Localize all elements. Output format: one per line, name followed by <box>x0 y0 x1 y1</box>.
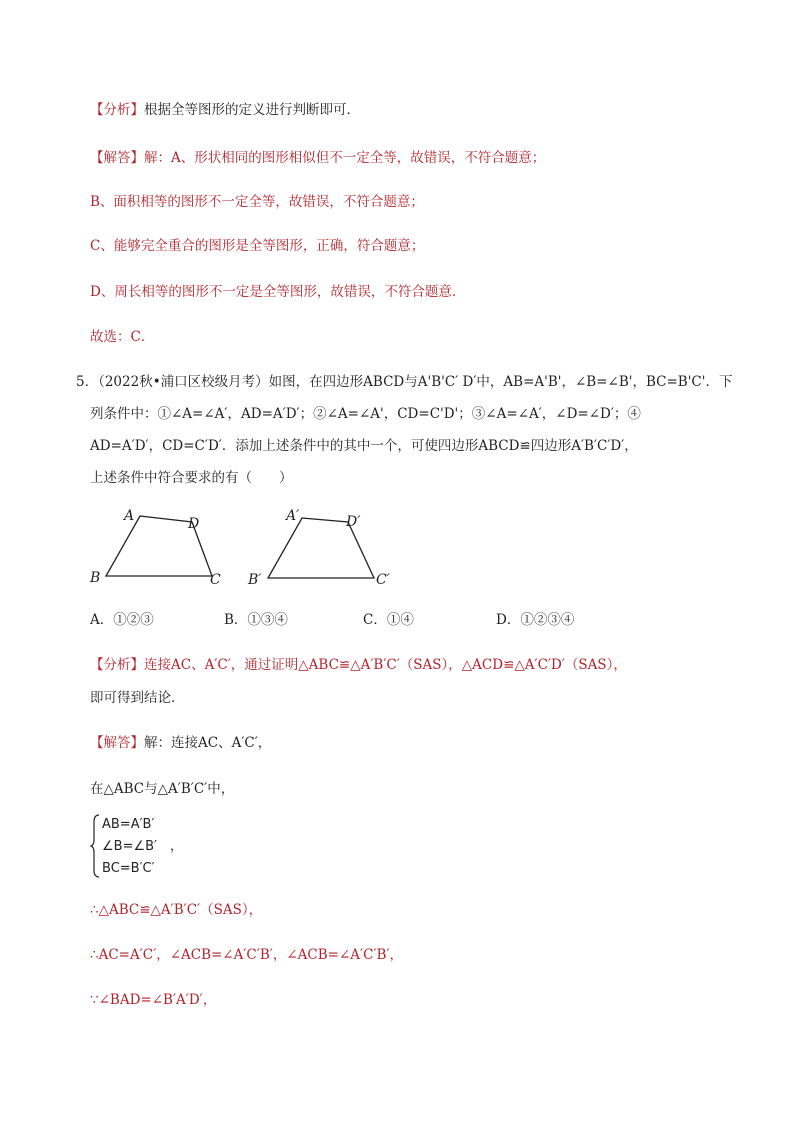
analysis-line-prev <box>90 100 734 120</box>
solution-line-d: D、周长相等的图形不一定是全等图形，故错误，不符合题意． <box>90 284 466 300</box>
label-b: B <box>90 570 101 586</box>
case-row-3: BC=B′C′ <box>102 861 155 876</box>
question-number: 5． <box>76 374 99 390</box>
solution-line-1 <box>90 148 734 168</box>
option-a[interactable]: A．①②③ <box>90 612 154 628</box>
label-d-prime: D′ <box>346 514 361 530</box>
analysis-tag: 【分析】 <box>90 102 144 118</box>
analysis2-text: 连接AC、A′C′，通过证明△ABC≌△A′B′C′（SAS），△ACD≌△A′C′D′（SAS）， <box>144 657 627 673</box>
analysis-line-1 <box>90 655 734 675</box>
solution-line-b: B、面积相等的图形不一定全等，故错误，不符合题意； <box>90 194 424 210</box>
analysis2-tag: 【分析】 <box>90 657 144 673</box>
solution2-line-4: ∴AC=A′C′，∠ACB=∠A′C′B′，∠ACB=∠A′C′B′， <box>90 947 403 963</box>
solution-text: 解：A、形状相同的图形相似但不一定全等，故错误，不符合题意； <box>144 150 546 166</box>
analysis-line-2: 即可得到结论． <box>90 690 185 706</box>
label-a-prime: A′ <box>286 508 300 524</box>
option-b[interactable]: B．①③④ <box>224 612 288 628</box>
case-row-1: AB=A′B′ <box>102 817 155 832</box>
solution-tag: 【解答】 <box>90 150 144 166</box>
solution2-tag: 【解答】 <box>90 735 144 751</box>
option-c[interactable]: C．①④ <box>363 612 414 628</box>
question-line-2: 列条件中：①∠A=∠A′，AD=A′D′；②∠A=∠A'，CD=C'D'；③∠A=∠A′，∠D=∠D′；④ <box>90 406 641 422</box>
solution2-text: 解：连接AC、A′C′， <box>144 735 272 751</box>
solution2-line-1 <box>90 733 734 753</box>
question-text-1: （2022秋•浦口区校级月考）如图，在四边形ABCD与A'B'C′ D′中，AB=A'B'，∠B=∠B'，BC=B'C'．下 <box>98 374 733 390</box>
label-b-prime: B′ <box>248 572 262 588</box>
question-line-1 <box>76 372 734 392</box>
question-line-3: AD=A′D′，CD=C′D′．添加上述条件中的其中一个，可使四边形ABCD≌四边形A′B′C′D′， <box>90 438 638 454</box>
solution-answer: 故选：C． <box>90 329 155 345</box>
label-d: D <box>188 516 200 532</box>
solution2-line-5: ∵∠BAD=∠B′A′D′， <box>90 992 217 1008</box>
option-d[interactable]: D．①②③④ <box>496 612 575 628</box>
case-system <box>90 814 230 880</box>
question-line-4: 上述条件中符合要求的有（ ） <box>90 470 293 486</box>
analysis-text: 根据全等图形的定义进行判断即可． <box>144 102 360 118</box>
label-c: C <box>210 572 221 588</box>
label-a: A <box>124 508 135 524</box>
quadrilateral-figure <box>80 500 410 595</box>
label-c-prime: C′ <box>376 572 390 588</box>
solution-line-c: C、能够完全重合的图形是全等图形，正确，符合题意； <box>90 238 425 254</box>
solution2-line-3: ∴△ABC≌△A′B′C′（SAS）， <box>90 902 263 918</box>
case-row-2: ∠B=∠B′ ， <box>102 839 183 854</box>
left-brace <box>90 814 100 878</box>
solution2-line-2: 在△ABC与△A′B′C′中， <box>90 781 235 797</box>
